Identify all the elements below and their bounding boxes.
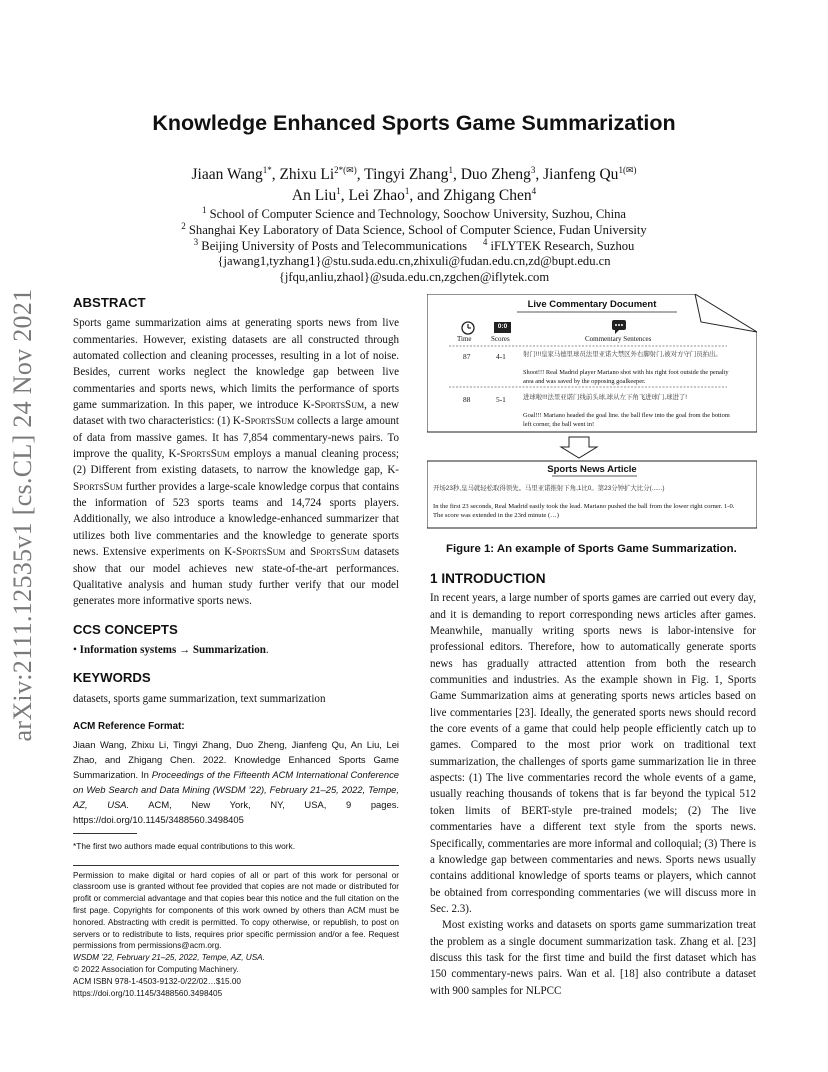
authors-line-2: An Liu$^1$, Lei Zhao$^1$, and Zhigang Chen$^4$ [291,186,537,205]
intro-paragraph-1: In recent years, a large number of sports games are carried out every day, and it is demanding to report corresponding news articles after games. Meanwhile, manually writing sports news is labor-intensive for professional editors. Therefore, how to automatically generate sports news has gradually attracted attention from both the research communities and industries. As the example shown in Fig. 1, Sports Game Summarization aims at generating sports news articles based on live commentaries [23]. Ideally, the generated sports news should record the core events of a game that could help people efficiently catch up to games. Compared to the most prior work on traditional text summarization, the challenges of sports game summarization lie in three aspects: (1) The live commentaries record the whole events of a game, usually reaching thousands of tokens that is far beyond the typical 512 token limits of BERT-style pre-trained models; (2) The live commentaries have a different text style from the sports news. Specifically, commentaries are more informal and colloquial; (3) There is a knowledge gap between commentaries and news. Sports news usually contains additional knowledge of sports teams or players, which cannot be obtained from corresponding commentaries (we will discuss more in Sec. 2.3). [430,592,756,915]
affiliation-1: $^1$ School of Computer Science and Technology, Soochow University, Suzhou, China [202,205,626,222]
row-1-zh: 射门!!!皇家马德里球员法里亚诺大禁区外右脚射门,被对方守门员拍出。 [523,351,722,358]
intro-heading: 1 INTRODUCTION [430,571,546,586]
row-2-en: Goal!!! Mariano headed the goal line. the ball flew into the goal from the bottom left corner, the ball went in! [523,412,730,428]
news-zh: 开场23秒,皇马就轻松取得领先。马里亚诺推射下角,1比0。第23分钟扩大比分(......) [433,485,665,492]
arrow-down-icon [561,437,597,458]
col-sentences: Commentary Sentences [585,335,652,343]
col-scores: Scores [491,335,510,343]
row-1-en: Shoot!!! Real Madrid player Mariano shot with his right foot outside the penalty area and was saved by the opposing goalkeeper. [523,369,729,385]
ccs-text: • Information systems → Summarization. [73,643,269,656]
ccs-heading: CCS CONCEPTS [73,621,178,637]
affiliation-2: $^2$ Shanghai Key Laboratory of Data Science, School of Computer Science, Fudan University [181,221,647,238]
news-en: In the first 23 seconds, Real Madrid easily took the lead. Mariano pushed the ball from the lower right corner. 1-0. The score was extended in the 23rd minute (…) [433,503,735,519]
figure-1 [427,294,757,532]
doc-title: Live Commentary Document [527,299,657,310]
footnote-rule [73,833,137,834]
copyright: © 2022 Association for Computing Machinery. [73,964,239,974]
authors-line-1: Jiaan Wang$^{1*}$, Zhixu $Li^{2*(✉)}$, Tingyi Zhang$^1$, Duo Zheng$^3$, Jianfeng $Qu^{1(✉)}$ [191,165,637,184]
arxiv-stamp [0,270,48,760]
permission-rule [73,865,399,866]
footnote: *The first two authors made equal contributions to this work. [73,841,296,852]
row-1-score: 4-1 [496,352,506,361]
isbn: ACM ISBN 978-1-4503-9132-0/22/02…$15.00 [73,976,241,986]
col-time: Time [457,335,472,343]
right-column [430,571,756,999]
paper-title: Knowledge Enhanced Sports Game Summarization [152,111,676,135]
news-title: Sports News Article [547,464,637,475]
keywords-text: datasets, sports game summarization, text summarization [73,692,326,705]
intro-paragraph-2: Most existing works and datasets on sports game summarization treat the problem as a single document summarization task. Zhang et al. [23] discuss this task for the first time and build the first dataset which has 150 commentary-news pairs. Wan et al. [18] also contribute a dataset with 900 samples for NLPCC [430,919,756,997]
permission-notice: Permission to make digital or hard copies of all or part of this work for personal or classroom use is granted without fee provided that copies are not made or distributed for profit or commercial advantage and that copies bear this notice and the full citation on the first page. Copyrights for components of this work owned by others than ACM must be honored. Abstracting with credit is permitted. To copy otherwise, or republish, to post on servers or to redistribute to lists, requires prior specific permission and/or a fee. Request permissions from permissions@acm.org. [73,870,399,951]
abstract-heading: ABSTRACT [73,295,146,310]
keywords-heading: KEYWORDS [73,670,151,686]
left-column [73,295,399,999]
abstract-text: Sports game summarization aims at generating sports news from live commentaries. However, existing datasets are all constructed through automated collection and cleaning processes, resulting in a lot of noise. Besides, current works neglect the knowledge gap between live commentaries and sports news, which limits the performance of sports game summarization. In this paper, we introduce K-SportsSum, a new dataset with two characteristics: (1) K-SportsSum collects a large amount of data from massive games. It has 7,854 commentary-news pairs. To improve the quality, K-SportsSum employs a manual cleaning process; (2) Different from existing datasets, to narrow the knowledge gap, K-SportsSum further provides a large-scale knowledge corpus that contains the information of 523 sports teams and 14,724 sports players. Additionally, we also introduce a knowledge-enhanced summarizer that utilizes both live commentaries and the knowledge to generate sports news. Extensive experiments on K-SportsSum and SportsSum datasets show that our model achieves new state-of-the-art performances. Qualitative analysis and human study further verify that our model generates more informative sports news. [73,317,400,608]
row-2-score: 5-1 [496,395,506,404]
arxiv-stamp-text: arXiv:2111.12535v1 [cs.CL] 24 Nov 2021 [8,288,37,742]
acm-ref-heading: ACM Reference Format: [73,720,185,732]
acm-ref-text: Jiaan Wang, Zhixu Li, Tingyi Zhang, Duo Zheng, Jianfeng Qu, An Liu, Lei Zhao, and Zhigang Chen. 2022. Knowledge Enhanced Sports Game Summarization. In Proceedings of the Fifteenth ACM International Conference on Web Search and Data Mining (WSDM ’22), February 21–25, 2022, Tempe, AZ, USA. ACM, New York, NY, USA, 9 pages. https://doi.org/10.1145/3488560.3498405 [73,739,399,826]
scoreboard-text: 0:0 [497,323,508,330]
emails-1: {jawang1,tyzhang1}@stu.suda.edu.cn,zhixuli@fudan.edu.cn,zd@bupt.edu.cn [217,254,611,268]
doi: https://doi.org/10.1145/3488560.3498405 [73,988,223,998]
conf-line: WSDM ’22, February 21–25, 2022, Tempe, AZ, USA. [73,953,265,963]
row-1-time: 87 [463,352,471,361]
row-2-time: 88 [463,395,471,404]
row-2-zh: 进球啦!!!法里亚诺门线前头球,球从左下角飞进球门,球进了! [523,394,688,401]
figure-caption: Figure 1: An example of Sports Game Summarization. [446,543,737,555]
affiliation-3: $^3$ Beijing University of Posts and Telecommunications $^4$ iFLYTEK Research, Suzhou [193,237,635,254]
emails-2: {jfqu,anliu,zhaol}@suda.edu.cn,zgchen@iflytek.com [278,270,550,284]
